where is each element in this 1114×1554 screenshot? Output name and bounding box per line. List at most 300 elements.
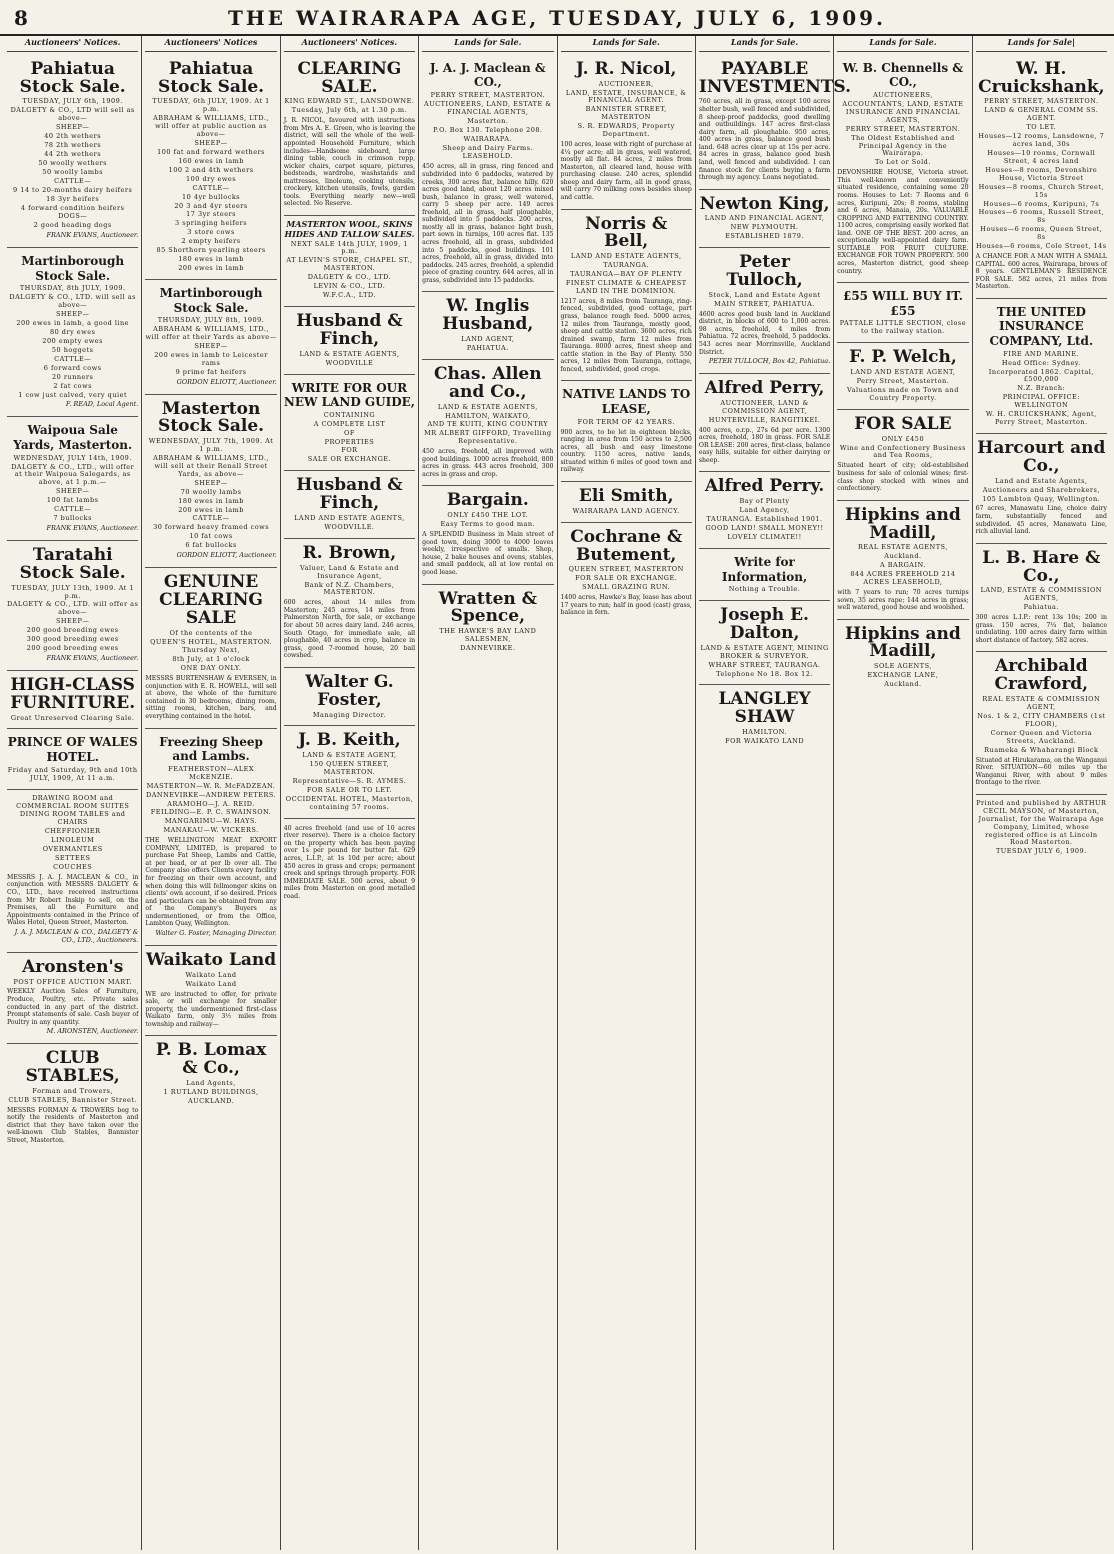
column-8 xyxy=(973,36,1110,1550)
ad-body: WEEKLY Auction Sales of Furniture, Produce, Poultry, etc. Private sales conducted in any part of the district. Prompt statements of sale. Cash buyer of Poultry in any quantity. xyxy=(7,988,139,1026)
ad-title: PRINCE OF WALES HOTEL. xyxy=(7,735,138,765)
ad-line: CHEFFIONIER xyxy=(44,827,101,836)
ad-body: MESSRS FORMAN & TROWERS beg to notify the residents of Masterton and district that they have taken over the well-known Club Stables, Bannister Street, Masterton. xyxy=(7,1106,139,1144)
ad-line: SALE OR EXCHANGE. xyxy=(307,455,392,464)
ad-line: 9 14 to 20-months dairy heifers xyxy=(13,185,133,194)
ad-line: LAND AND FINANCIAL AGENT, xyxy=(704,214,825,223)
advertisement xyxy=(422,486,553,584)
ad-line: DALGETY & CO., LTD. will sell as above— xyxy=(9,293,136,310)
ad-line: Stock, Land and Estate Agent xyxy=(708,290,821,299)
column-heading: Lands for Sale. xyxy=(422,36,553,52)
ad-line: Houses—6 rooms, Queen Street, 8s xyxy=(980,225,1103,242)
ad-line: DRAWING ROOM and COMMERCIAL ROOM SUITES xyxy=(16,793,130,810)
ad-line: FOR xyxy=(341,446,358,455)
ad-signature: FRANK EVANS, Auctioneer. xyxy=(46,523,139,532)
ad-line: ONE DAY ONLY. xyxy=(180,664,242,673)
ad-body: WE are instructed to offer, for private sale, or will exchange for smaller property, the undermentioned first-class Waikato farm, only 3½ miles from township and railway— xyxy=(145,990,277,1028)
advertisement xyxy=(837,55,968,283)
ad-line: 80 dry ewes xyxy=(49,328,96,337)
ad-line: 20 runners xyxy=(52,372,94,381)
ad-line: 50 woolly lambs xyxy=(42,167,104,176)
advertisement xyxy=(7,417,138,541)
advertisement xyxy=(422,292,553,360)
ad-line: HAMILTON. xyxy=(742,728,787,737)
ad-line: FEATHERSTON—ALEX McKENZIE. xyxy=(168,764,255,781)
ad-line: 1 cow just calved, very quiet xyxy=(18,390,128,399)
ad-title: LANGLEY SHAW xyxy=(718,689,811,728)
advertisement xyxy=(837,501,968,620)
ad-line: 40 2th wethers xyxy=(44,132,102,141)
ad-line: 10 4yr bullocks xyxy=(181,192,241,201)
ad-line: CONTAINING xyxy=(323,410,376,419)
ad-line: 8th July, at 1 o'clock xyxy=(172,655,250,664)
ad-title: NATIVE LANDS TO LEASE, xyxy=(562,387,691,417)
ad-line: S. R. EDWARDS, Property Department. xyxy=(577,122,675,139)
ad-line: SHEEP— xyxy=(55,310,90,319)
advertisement xyxy=(284,819,415,908)
ad-line: NEW PLYMOUTH. xyxy=(730,223,799,232)
ad-title: Alfred Perry. xyxy=(704,476,825,497)
ad-title: Walter G. Foster, xyxy=(305,671,394,710)
ad-line: OCCIDENTAL HOTEL, Masterton, containing 57 rooms. xyxy=(285,794,414,811)
ad-body: 67 acres, Manawatu Line, choice dairy farm, substantially fenced and subdivided. 45 acres, Manawatu Line, rich alluvial land. xyxy=(975,505,1107,536)
ad-line: Wine and Confectionery Business and Tea Rooms, xyxy=(839,443,966,460)
column-6 xyxy=(696,36,851,1550)
column-heading: Lands for Sale. xyxy=(699,36,830,52)
advertisement-columns xyxy=(4,36,1110,1550)
advertisement xyxy=(422,55,553,293)
ad-line: TO LET. xyxy=(1026,123,1057,132)
ad-line: 2 empty heifers xyxy=(181,237,241,246)
ad-title: Peter Tulloch, xyxy=(726,252,803,291)
ad-title: Write for Information, xyxy=(721,554,808,584)
ad-line: DALGETY & CO., LTD. xyxy=(307,273,392,282)
ad-line: CATTLE— xyxy=(192,514,230,523)
ad-line: 70 woolly lambs xyxy=(180,487,242,496)
ad-line: ESTABLISHED 1879. xyxy=(725,232,804,241)
ad-line: 85 Shorthorn yearling steers xyxy=(156,246,266,255)
ad-line: OF xyxy=(344,428,355,437)
advertisement xyxy=(561,482,692,523)
ad-line: LAND & GENERAL COMM SS. AGENT. xyxy=(984,106,1099,123)
ad-title: Martinborough Stock Sale. xyxy=(159,285,263,315)
advertisement xyxy=(976,544,1107,653)
ad-line: Masterton. xyxy=(467,116,509,125)
advertisement xyxy=(699,472,830,548)
ad-title: Husband & Finch, xyxy=(296,475,403,514)
ad-title: F. P. Welch, xyxy=(849,347,957,368)
advertisement xyxy=(976,795,1107,862)
ad-line: 6 fat bullocks xyxy=(185,541,237,550)
ad-title: Hipkins and Madill, xyxy=(845,623,961,662)
ad-line: LAND AND ESTATE AGENTS, xyxy=(570,252,682,261)
ad-line: Waikato Land xyxy=(185,970,237,979)
advertisement xyxy=(837,410,968,501)
advertisement xyxy=(145,729,276,946)
ad-line: AUCTIONEER, xyxy=(598,79,654,88)
ad-body: MESSRS J. A. J. MACLEAN & CO., in conjunction with MESSRS DALGETY & CO., LTD., have received instructions from Mr Robert Inskip to sell, on the Premises, all the Furniture and Appointments contained in the Prince of Wales Hotel, Queen Street, Masterton. xyxy=(7,873,139,927)
ad-line: 300 good breeding ewes xyxy=(26,635,119,644)
ad-line: PERRY STREET, MASTERTON. xyxy=(984,97,1099,106)
ad-title: R. Brown, xyxy=(302,542,397,563)
ad-line: COUCHES xyxy=(53,862,93,871)
advertisement xyxy=(561,210,692,382)
ad-title: Harcourt and Co., xyxy=(977,438,1106,476)
advertisement xyxy=(699,549,830,601)
ad-line: 200 empty ewes xyxy=(42,336,103,345)
ad-title: Norris & Bell, xyxy=(585,213,668,252)
ad-line: SHEEP— xyxy=(55,487,90,496)
advertisement xyxy=(284,216,415,307)
ad-title: Chas. Allen and Co., xyxy=(434,363,542,402)
ad-line: TAURANGA. xyxy=(603,261,650,270)
ad-line: MR ALBERT GIFFORD, Travelling Representative. xyxy=(424,429,552,446)
advertisement xyxy=(976,55,1107,299)
ad-line: LAND & ESTATE AGENT, xyxy=(302,751,397,760)
ad-line: Land and Estate Agents, xyxy=(995,476,1088,485)
ad-signature: FRANK EVANS, Auctioneer. xyxy=(46,231,139,240)
ad-title: J. B. Keith, xyxy=(298,730,401,751)
advertisement xyxy=(7,541,138,671)
ad-line: THE HAWKE'S BAY LAND SALESMEN, xyxy=(439,627,537,644)
advertisement xyxy=(7,248,138,417)
ad-line: WAIRARAPA. xyxy=(463,134,512,143)
ad-body: 600 acres, about 14 miles from Masterton; 245 acres, 14 miles from Palmerston North, for sale, or exchange for about 50 acres dairy land. 246 acres, South Otago, for immediate sale, all ploughable, 40 acres in crop, balance in grass, good 7-roomed house, 20 bail cowshed. xyxy=(283,599,416,660)
column-3 xyxy=(281,36,419,1550)
ad-line: W. H. CRUICKSHANK, Agent, Perry Street, Masterton. xyxy=(985,410,1097,427)
ad-line: FIRE AND MARINE. xyxy=(1003,349,1080,358)
ad-body: 40 acres freehold (and use of 10 acres river reserve). There is a choice factory on the property which has been paying over 1s per pound for butter fat. 629 acres, L.I.P., at 1s 10d per acre; about 450 acres in grass and crops; permanent creek and springs through property. FOR IMMEDIATE SALE. 500 acres, about 9 miles from Masterton on good metalled road. xyxy=(283,824,416,900)
ad-body: 450 acres, all in grass, ring fenced and subdivided into 6 paddocks, watered by creeks, 300 acres flat, balance hilly. 620 acres good land, about 120 acres mixed bush, balance in grass, well watered, carry 5 sheep per acre. 149 acres freehold, all in grass, half ploughable, subdivided into 5 paddocks. 200 acres, mostly all in grass, balance light bush, part sown in turnips, 100 acres flat. 135 acres freehold, all in grass, subdivided into 5 paddocks, good buildings. 101 acres, freehold, all in grass, divided into paddocks. 245 acres, freehold, a splendid piece of grazing country. 644 acres, all in grass, subdivided into 15 paddocks. xyxy=(422,163,554,284)
advertisement xyxy=(145,1036,276,1111)
ad-line: WOODVILLE. xyxy=(324,522,375,531)
ad-title: Archibald Crawford, xyxy=(994,656,1089,695)
ad-line: HAMILTON, WAIKATO, xyxy=(445,411,531,420)
advertisement xyxy=(976,434,1107,544)
ad-title: £55 WILL BUY IT. £55 xyxy=(842,289,963,318)
ad-line: Houses—6 rooms, Cole Street, 14s xyxy=(975,242,1107,251)
ad-line: WEDNESDAY, JULY 7th, 1909. At 1 p.m. xyxy=(148,437,274,454)
advertisement xyxy=(7,55,138,248)
ad-signature: FRANK EVANS, Auctioneer. xyxy=(46,653,139,662)
ad-line: POST OFFICE AUCTION MART. xyxy=(13,977,132,986)
advertisement xyxy=(284,726,415,818)
advertisement xyxy=(422,360,553,487)
column-heading: Lands for Sale. xyxy=(561,36,692,52)
ad-line: 200 ewes in lamb xyxy=(178,505,244,514)
ad-line: THURSDAY, 8th JULY, 1909. xyxy=(19,284,126,293)
ad-line: ABRAHAM & WILLIAMS, LTD., will offer at their Yards as above— xyxy=(145,325,277,341)
ad-body: J. R. NICOL, favoured with instructions from Mrs A. E. Green, who is leaving the district, will sell the whole of the well-appointed Household Furniture, which includes—Handsome sideboard, large dining table, couch in crimson repp, wicker chairs, carpet square, pictures, bedsteads, wardrobe, washstands and mattresses, linoleum, cooking utensils, crockery, kitchen utensils, fowls, garden tools. Everything nearly new—well selected. No Reserve. xyxy=(283,117,416,208)
ad-line: 4 forward condition heifers xyxy=(20,203,125,212)
ad-line: 78 2th wethers xyxy=(44,141,102,150)
column-heading: Auctioneers' Notices xyxy=(145,36,276,52)
ad-line: TAURANGA—BAY OF PLENTY xyxy=(570,270,683,279)
ad-line: QUEEN STREET, MASTERTON xyxy=(568,565,684,574)
ad-title: Waikato Land xyxy=(145,949,277,970)
ad-title: MASTERTON WOOL, SKINS HIDES AND TALLOW SALES. xyxy=(284,219,415,239)
ad-line: LAND & ESTATE AGENT, MINING BROKER & SURVEYOR. xyxy=(700,643,829,660)
ad-line: 180 ewes in lamb xyxy=(178,255,244,264)
ad-line: SHEEP— xyxy=(55,123,90,132)
ad-line: 100 2 and 4th wethers xyxy=(168,165,254,174)
column-heading: Lands for Sale| xyxy=(976,36,1107,52)
ad-line: Auctioneers and Sharebrokers, xyxy=(982,485,1100,494)
ad-line: ARAMOHO—J. A. REID. xyxy=(167,799,255,808)
ad-title: Hipkins and Madill, xyxy=(845,504,961,543)
ad-title: P. B. Lomax & Co., xyxy=(155,1040,267,1079)
ad-line: LOVELY CLIMATE!! xyxy=(727,533,802,542)
ad-line: SHEEP— xyxy=(194,341,228,350)
ad-line: 100 dry ewes xyxy=(186,174,237,183)
ad-line: SOLE AGENTS, xyxy=(874,662,932,671)
ad-line: FOR SALE OR TO LET. xyxy=(306,786,392,794)
ad-line: CATTLE— xyxy=(54,505,92,514)
ad-line: HUNTERVILLE, RANGITIKEI. xyxy=(708,415,821,424)
ad-line: DANNEVIRKE—ANDREW PETERS. xyxy=(145,790,277,799)
ad-title: THE UNITED INSURANCE COMPANY, Ltd. xyxy=(989,304,1094,349)
ad-line: PATTALE LITTLE SECTION, close to the railway station. xyxy=(839,319,967,336)
ad-line: SETTEES xyxy=(54,854,91,863)
newspaper-title: THE WAIRARAPA AGE, TUESDAY, JULY 6, 1909. xyxy=(227,6,887,30)
ad-line: 20 3 and 4yr steers xyxy=(174,201,248,210)
ad-line: PROPERTIES xyxy=(324,437,375,446)
ad-line: GOOD LAND! SMALL MONEY!! xyxy=(705,524,824,533)
ad-title: Waipoua Sale Yards, Masterton. xyxy=(13,423,133,452)
advertisement xyxy=(284,375,415,472)
ad-line: LAND & ESTATE AGENTS, xyxy=(299,349,400,358)
ad-line: 3 springing heifers xyxy=(175,219,248,228)
ad-line: 200 ewes in lamb, a good line xyxy=(16,319,130,328)
ad-line: Nos. 1 & 2, CITY CHAMBERS (1st FLOOR), xyxy=(977,711,1106,728)
advertisement xyxy=(976,299,1107,434)
column-heading: Auctioneers' Notices. xyxy=(284,36,415,52)
ad-title: GENUINE CLEARING SALE xyxy=(159,572,263,628)
advertisement xyxy=(284,307,415,375)
advertisement xyxy=(7,671,138,730)
ad-line: DALGETY & CO., LTD. will offer as above— xyxy=(7,600,139,617)
advertisement xyxy=(422,585,553,659)
ad-line: PAHIATUA. xyxy=(466,343,509,352)
ad-line: Land Agency, xyxy=(739,506,790,515)
ad-line: AUCKLAND. xyxy=(187,1096,235,1105)
column-heading: Auctioneers' Notices. xyxy=(7,36,138,52)
ad-line: MASTERTON—W. R. McFADZEAN. xyxy=(146,781,276,790)
ad-line: Ruameka & Whaharangi Block xyxy=(984,745,1099,754)
ad-line: 200 ewes in lamb xyxy=(178,263,244,272)
ad-line: The Oldest Established and Principal Agency in the Wairarapa. xyxy=(851,133,955,158)
ad-line: AUCTIONEER, LAND & COMMISSION AGENT, xyxy=(720,398,809,415)
ad-line: BANNISTER STREET, MASTERTON xyxy=(585,105,667,122)
advertisement xyxy=(699,248,830,374)
ad-line: CATTLE— xyxy=(192,183,230,192)
ad-line: 6 forward cows xyxy=(43,363,102,372)
ad-line: QUEEN'S HOTEL, MASTERTON. xyxy=(150,637,273,646)
ad-signature: GORDON ELIOTT, Auctioneer. xyxy=(176,377,277,386)
ad-line: WHARF STREET, TAURANGA. xyxy=(708,660,821,669)
ad-title: W. H. Cruickshank, xyxy=(978,58,1105,97)
ad-title: Cochrane & Butement, xyxy=(570,526,683,565)
ad-body: 900 acres, to be let in eighteen blocks, ranging in area from 150 acres to 2,500 acres, all bush and easy limestone country. 1150 acres, native lands, situated within 6 miles of good town and railway. xyxy=(560,428,692,474)
advertisement xyxy=(699,374,830,472)
ad-line: 160 ewes in lamb xyxy=(178,156,244,165)
advertisement xyxy=(837,283,968,343)
ad-line: 180 ewes in lamb xyxy=(178,496,244,505)
ad-line: AND TE KUITI, KING COUNTRY xyxy=(427,420,549,429)
ad-line: LEASEHOLD. xyxy=(462,152,513,161)
ad-line: 844 ACRES FREEHOLD 214 ACRES LEASEHOLD, xyxy=(850,570,956,587)
ad-line: W.F.C.A., LTD. xyxy=(322,291,376,300)
advertisement xyxy=(7,729,138,789)
ad-line: OVERMANTLES xyxy=(42,845,103,854)
masthead xyxy=(0,0,1114,36)
ad-title: Taratahi Stock Sale. xyxy=(19,544,126,583)
ad-title: WRITE FOR OUR NEW LAND GUIDE, xyxy=(283,380,415,410)
ad-title: Masterton Stock Sale. xyxy=(158,398,265,437)
ad-line: P.O. Box 130. Telephone 208. xyxy=(433,125,543,134)
ad-line: SHEEP— xyxy=(194,478,228,487)
ad-line: FOR SALE OR EXCHANGE. xyxy=(575,574,678,583)
ad-line: 3 store cows xyxy=(187,228,235,237)
ad-line: NEXT SALE 14th JULY, 1909, 1 p.m. xyxy=(290,239,409,256)
ad-line: 7 bullocks xyxy=(53,514,92,523)
ad-line: 200 good breeding ewes xyxy=(26,644,119,653)
ad-line: Houses—10 rooms, Cornwall Street, 4 acres land xyxy=(987,148,1096,165)
ad-line: CATTLE— xyxy=(54,354,92,363)
advertisement xyxy=(699,601,830,685)
ad-line: SHEEP— xyxy=(194,139,228,148)
advertisement xyxy=(561,381,692,482)
ad-title: CLUB STABLES, xyxy=(25,1048,120,1086)
ad-line: KING EDWARD ST., LANSDOWNE. xyxy=(284,97,415,106)
ad-line: FOR TERM OF 42 YEARS. xyxy=(577,417,675,426)
ad-line: Perry Street, Masterton. xyxy=(856,377,950,386)
ad-line: DALGETY & CO., LTD will sell as above— xyxy=(10,106,135,123)
ad-line: 200 good breeding ewes xyxy=(26,626,119,635)
ad-line: LINOLEUM xyxy=(51,836,95,845)
ad-line: 200 ewes in lamb to Leicester rams xyxy=(154,350,268,367)
ad-line: Bank of N.Z. Chambers, MASTERTON. xyxy=(304,580,395,597)
ad-line: REAL ESTATE & COMMISSION AGENT, xyxy=(982,695,1101,712)
ad-title: Newton King, xyxy=(699,193,830,214)
ad-line: Bay of Plenty xyxy=(739,497,790,506)
ad-line: 1 RUTLAND BUILDINGS, xyxy=(163,1088,259,1097)
ad-line: ONLY £450 xyxy=(881,434,925,443)
ad-line: 9 prime fat heifers xyxy=(175,367,247,376)
ad-line: Managing Director. xyxy=(312,710,386,719)
column-5 xyxy=(558,36,696,1550)
advertisement xyxy=(561,55,692,210)
ad-line: CLUB STABLES, Bannister Street. xyxy=(8,1095,138,1104)
ad-body: 1400 acres, Hawke's Bay, lease has about 17 years to run; half in good (cast) grass, balance in fern. xyxy=(560,594,692,617)
ad-line: 30 forward heavy framed cows xyxy=(153,523,270,532)
ad-line: MANGARIMU—W. HAYS. xyxy=(164,817,258,826)
ad-body: 100 acres, lease with right of purchase at 4¼ per acre; all in grass, well watered, mostly all flat. 84 acres, 2 miles from Masterton, all cleared land, house with purchasing clause. 240 acres, splendid sheep and dairy farm, all in good grass, will carry 70 milking cows besides sheep and cattle. xyxy=(560,141,692,201)
ad-line: A COMPLETE LIST xyxy=(313,419,386,428)
column-2 xyxy=(142,36,280,1550)
advertisement xyxy=(145,55,276,280)
ad-body: A CHANCE FOR A MAN WITH A SMALL CAPITAL. 600 acres, Wairarapa, brows of 8 years. GENTLEMAN'S RESIDENCE FOR SALE. 582 acres, 21 miles from Masterton. xyxy=(975,253,1107,291)
ad-line: TUESDAY, 6th JULY, 1909. At 1 p.m. xyxy=(152,97,270,114)
ad-body: A SPLENDID Business in Main street of good town, doing 3000 to 4000 loaves weekly, irrespective of smalls. Shop, house, 2 bake houses and ovens, stables, and small paddock, all at low rental on good lease. xyxy=(422,531,554,576)
ad-line: EXCHANGE LANE, xyxy=(867,671,939,680)
ad-body: Situated heart of city; old-established business for sale of colonial wines; first-class shop stocked with wines and confectionery. xyxy=(837,462,969,493)
advertisement xyxy=(976,652,1107,794)
advertisement xyxy=(145,568,276,729)
ad-line: DANNEVIRKE. xyxy=(460,644,516,653)
ad-signature: GORDON ELIOTT, Auctioneer. xyxy=(176,551,277,560)
ad-line: 50 hoggets xyxy=(51,345,94,354)
ad-title: L. B. Hare & Co., xyxy=(982,547,1101,586)
ad-line: ABRAHAM & WILLIAMS, LTD., will sell at their Renall Street Yards, as above— xyxy=(153,454,269,478)
ad-line: PRINCIPAL OFFICE: WELLINGTON xyxy=(1002,393,1080,410)
ad-line: Sheep and Dairy Farms. xyxy=(442,143,534,152)
ad-line: LEVIN & CO., LTD. xyxy=(313,282,386,291)
column-4 xyxy=(419,36,557,1550)
ad-line: 17 3yr steers xyxy=(186,210,237,219)
ad-line: AT LEVIN'S STORE, CHAPEL ST., MASTERTON. xyxy=(286,256,413,273)
ad-line: REAL ESTATE AGENTS, xyxy=(858,543,948,552)
advertisement xyxy=(837,620,968,695)
ad-line: 100 fat lambs xyxy=(46,496,99,505)
ad-line: DALGETY & CO., LTD., will offer at their Waipoua Salegards, as above, at 1 p.m.— xyxy=(11,462,135,487)
ad-signature: J. A. J. MACLEAN & CO., DALGETY & CO., LTD., Auctioneers. xyxy=(14,927,139,944)
ad-title: J. A. J. Maclean & CO., xyxy=(429,60,546,90)
advertisement xyxy=(284,55,415,216)
ad-line: PERRY STREET, MASTERTON. xyxy=(430,91,546,99)
ad-line: 18 3yr heifers xyxy=(46,194,100,203)
ad-title: W. Inglis Husband, xyxy=(442,296,534,335)
ad-line: Thursday Next, xyxy=(182,646,240,655)
advertisement xyxy=(145,946,276,1037)
column-heading: Lands for Sale. xyxy=(837,36,968,52)
ad-line: FOR WAIKATO LAND xyxy=(725,737,805,746)
advertisement xyxy=(145,395,276,569)
ad-line: A BARGAIN. xyxy=(879,561,926,570)
ad-line: ONLY £450 THE LOT. xyxy=(447,511,529,520)
ad-title: W. B. Chennells & CO., xyxy=(842,60,964,90)
ad-line: TUESDAY JULY 6, 1909. xyxy=(995,847,1087,856)
ad-line: AUCTIONEERS, LAND, ESTATE & FINANCIAL AGENTS, xyxy=(424,99,552,116)
ad-line: Waikato Land xyxy=(185,979,237,988)
ad-title: FOR SALE xyxy=(854,413,952,434)
ad-line: To Let or Sold. xyxy=(874,158,931,167)
ad-line: Telephone No 18. Box 12. xyxy=(716,669,813,678)
ad-line: PERRY STREET, MASTERTON. xyxy=(845,124,961,133)
advertisement xyxy=(561,523,692,624)
ad-line: Auckland. xyxy=(884,680,922,689)
ad-line: 2 fat cows xyxy=(53,381,92,390)
ad-line: TUESDAY, JULY 6th, 1909. xyxy=(22,97,123,106)
ad-line: Houses—6 rooms, Russell Street, 8s xyxy=(978,208,1105,225)
ad-body: 300 acres L.I.P.: rent 13s 10s; 200 in grass. 150 acres, 7¼ flat, balance undulating. 100 acres dairy farm within short distance of factory. 582 acres. xyxy=(975,614,1107,644)
ad-line: 105 Lambton Quay, Wellington. xyxy=(982,494,1101,503)
ad-body: 450 acres, freehold, all improved with good buildings. 1000 acres freehold, 800 acres in grass. 443 acres freehold, 300 acres in grass and crop. xyxy=(422,448,554,478)
advertisement xyxy=(699,685,830,752)
ad-line: 2 good heading dogs xyxy=(33,221,112,230)
ad-line: TAURANGA. Established 1901. xyxy=(706,515,823,524)
ad-body: 400 acres, o.r.p., 27s 6d per acre. 1300 acres, freehold, 180 in grass. FOR SALE OR LEASE: 200 acres, first-class, balance easy hills, suitable for either dairying or sheep. xyxy=(698,426,831,464)
ad-line: ACCOUNTANTS, LAND, ESTATE INSURANCE AND FINANCIAL AGENTS, xyxy=(842,99,964,124)
advertisement xyxy=(284,539,415,668)
ad-line: Tuesday, July 6th, at 1.30 p.m. xyxy=(291,106,408,115)
ad-line: Houses—8 rooms, Devonshire House, Victoria Street xyxy=(985,165,1098,182)
ad-signature: PETER TULLOCH, Box 42, Pahiatua. xyxy=(708,357,831,366)
advertisement xyxy=(837,343,968,410)
ad-title: Husband & Finch, xyxy=(296,310,403,349)
ad-line: LAND AND ESTATE AGENTS, xyxy=(294,513,405,522)
ad-line: Printed and published by ARTHUR CECIL MAYSON, of Masterton, Journalist, for the Wairarapa Age Company, Limited, whose registered office is at Lincoln Road Masterton. xyxy=(976,798,1107,847)
